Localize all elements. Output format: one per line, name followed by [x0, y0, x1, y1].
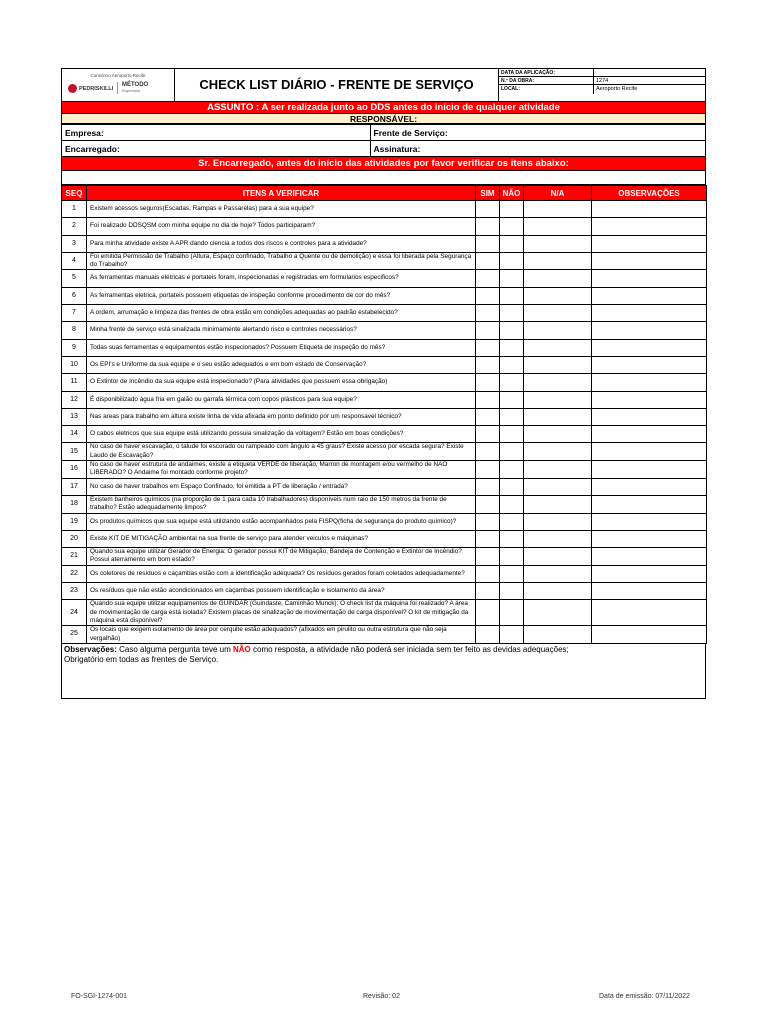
row-seq: 11: [62, 374, 87, 391]
table-row: [62, 626, 707, 644]
row-na-cell[interactable]: [524, 626, 592, 644]
assunto-banner: ASSUNTO : A ser realizada junto ao DDS antes do início de qualquer atividade: [61, 102, 706, 114]
row-nao-cell[interactable]: [500, 356, 524, 373]
row-sim-cell[interactable]: [476, 513, 500, 530]
row-seq: 21: [62, 548, 87, 566]
frente-field[interactable]: Frente de Serviço:: [370, 125, 705, 141]
row-sim-cell[interactable]: [476, 270, 500, 287]
table-row: [62, 583, 707, 600]
row-obs-cell[interactable]: [592, 461, 707, 479]
row-obs-cell[interactable]: [592, 426, 707, 443]
row-seq: 8: [62, 322, 87, 339]
row-sim-cell[interactable]: [476, 235, 500, 252]
row-item-text: Foi realizado DDSQSM com minha equipe no dia de hoje? Todos participaram?: [87, 218, 476, 235]
row-nao-cell[interactable]: [500, 408, 524, 425]
row-seq: 13: [62, 408, 87, 425]
row-nao-cell[interactable]: [500, 287, 524, 304]
row-obs-cell[interactable]: [592, 548, 707, 566]
row-sim-cell[interactable]: [476, 478, 500, 495]
col-nao: NÃO: [500, 186, 524, 201]
row-na-cell[interactable]: [524, 565, 592, 582]
row-na-cell[interactable]: [524, 235, 592, 252]
row-na-cell[interactable]: [524, 339, 592, 356]
row-nao-cell[interactable]: [500, 305, 524, 322]
row-obs-cell[interactable]: [592, 201, 707, 218]
row-sim-cell[interactable]: [476, 252, 500, 270]
row-na-cell[interactable]: [524, 408, 592, 425]
col-sim: SIM: [476, 186, 500, 201]
row-sim-cell[interactable]: [476, 583, 500, 600]
row-seq: 4: [62, 252, 87, 270]
row-na-cell[interactable]: [524, 583, 592, 600]
row-item-text: Foi emitida Permissão de Trabalho (Altura, Espaço confinado, Trabalho a Quente ou de demolição) e essa foi liberada pela Segurança do Trabalho?: [87, 252, 476, 270]
row-nao-cell[interactable]: [500, 218, 524, 235]
row-obs-cell[interactable]: [592, 443, 707, 461]
col-obs: OBSERVAÇÕES: [592, 186, 707, 201]
table-row: [62, 426, 707, 443]
table-row: [62, 218, 707, 235]
row-nao-cell[interactable]: [500, 374, 524, 391]
row-sim-cell[interactable]: [476, 443, 500, 461]
table-row: [62, 287, 707, 304]
row-item-text: No caso de haver estrutura de andaimes, existe a etiqueta VERDE de liberação, Marron de montagem e/ou vermelho de NÃO LIBERADO? O Andaime foi montado conforme projeto?: [87, 461, 476, 479]
meta-value-obra[interactable]: 1274: [593, 77, 706, 84]
row-obs-cell[interactable]: [592, 356, 707, 373]
row-seq: 18: [62, 495, 87, 513]
row-seq: 17: [62, 478, 87, 495]
row-na-cell[interactable]: [524, 513, 592, 530]
table-row: [62, 530, 707, 547]
observacoes-text-after: como resposta, a atividade não poderá ser iniciada sem ter feito as devidas adequações;: [250, 644, 569, 654]
row-obs-cell[interactable]: [592, 374, 707, 391]
table-row: [62, 495, 707, 513]
row-na-cell[interactable]: [524, 600, 592, 626]
row-nao-cell[interactable]: [500, 391, 524, 408]
row-na-cell[interactable]: [524, 548, 592, 566]
logo-divider: [117, 82, 118, 94]
row-nao-cell[interactable]: [500, 548, 524, 566]
row-item-text: No caso de haver escavação, o talude foi escorado ou rampeado com ângulo a 45 graus? Existe acesso por escada segura? Existe Laudo de Escavação?: [87, 443, 476, 461]
row-obs-cell[interactable]: [592, 626, 707, 644]
row-item-text: As ferramentas manuais elétricas e portateis foram, inspecionadas e registradas em formularios especificos?: [87, 270, 476, 287]
row-sim-cell[interactable]: [476, 322, 500, 339]
row-sim-cell[interactable]: [476, 600, 500, 626]
row-nao-cell[interactable]: [500, 426, 524, 443]
responsavel-banner: RESPONSÁVEL:: [61, 114, 706, 124]
table-row: [62, 374, 707, 391]
row-obs-cell[interactable]: [592, 565, 707, 582]
table-row: [62, 548, 707, 566]
row-nao-cell[interactable]: [500, 478, 524, 495]
row-item-text: Nas areas para trabalho em altura existe linha de vida afixada em ponto definido por um responsavel técnico?: [87, 408, 476, 425]
assinatura-field[interactable]: Assinatura:: [370, 141, 705, 157]
empresa-field[interactable]: Empresa:: [62, 125, 371, 141]
row-seq: 12: [62, 391, 87, 408]
row-seq: 6: [62, 287, 87, 304]
row-item-text: O cabos eletricos que sua equipe está utilizando possuia sinalização da voltagem? Estão em boas condições?: [87, 426, 476, 443]
row-item-text: É disponibilizado água fria em galão ou garrafa térmica com copos plásticos para sua equipe?: [87, 391, 476, 408]
info-fields: [61, 124, 706, 157]
row-nao-cell[interactable]: [500, 235, 524, 252]
row-seq: 10: [62, 356, 87, 373]
checklist-sheet: [61, 68, 706, 699]
row-seq: 2: [62, 218, 87, 235]
row-item-text: Quando sua equipe utilizar equipamentos de GUINDAR (Guindaste, Caminhão Munck): O check list da máquina foi realizado? A área de movimentação de carga está isolada? Existem placas de sinalização de movimentação de carga disponível? O kit de mitigação da máquina está disponível?: [87, 600, 476, 626]
row-na-cell[interactable]: [524, 322, 592, 339]
encarregado-field[interactable]: Encarregado:: [62, 141, 371, 157]
row-item-text: Para minha atividade existe A APR dando ciencia a todos dos riscos e controles para a atividade?: [87, 235, 476, 252]
document-title: CHECK LIST DIÁRIO - FRENTE DE SERVIÇO: [199, 77, 474, 92]
row-seq: 9: [62, 339, 87, 356]
row-obs-cell[interactable]: [592, 235, 707, 252]
row-seq: 22: [62, 565, 87, 582]
col-item: ITENS A VERIFICAR: [87, 186, 476, 201]
meta-row-local: [499, 85, 706, 94]
row-na-cell[interactable]: [524, 426, 592, 443]
row-na-cell[interactable]: [524, 443, 592, 461]
table-row: [62, 252, 707, 270]
table-row: [62, 235, 707, 252]
row-seq: 3: [62, 235, 87, 252]
row-seq: 1: [62, 201, 87, 218]
row-na-cell[interactable]: [524, 252, 592, 270]
row-sim-cell[interactable]: [476, 408, 500, 425]
row-nao-cell[interactable]: [500, 201, 524, 218]
row-item-text: Minha frente de serviço está sinalizada minimamente alertando risco e controles necessários?: [87, 322, 476, 339]
row-nao-cell[interactable]: [500, 513, 524, 530]
meta-label: LOCAL:: [501, 86, 520, 92]
row-item-text: A ordem, arrumação e limpeza das frentes de obra estão em condições adequadas ao padrão estabelecido?: [87, 305, 476, 322]
table-row: [62, 305, 707, 322]
table-row: [62, 600, 707, 626]
table-row: [62, 478, 707, 495]
row-item-text: Os resíduos que não estão acondicionados em caçambas possuem identificação e isolamento da área?: [87, 583, 476, 600]
row-na-cell[interactable]: [524, 201, 592, 218]
spacer-row: [61, 171, 706, 185]
table-row: [62, 339, 707, 356]
row-item-text: As ferramentas eletrica, portateis possuem etiquetas de inspeção conforme procedimento de cor do mês?: [87, 287, 476, 304]
row-item-text: Todas suas ferramentas e equipamentos estão inspecionados? Possuem Etiqueta de inspeção do mês?: [87, 339, 476, 356]
table-header: [62, 186, 707, 201]
row-na-cell[interactable]: [524, 530, 592, 547]
row-nao-cell[interactable]: [500, 252, 524, 270]
row-nao-cell[interactable]: [500, 626, 524, 644]
row-sim-cell[interactable]: [476, 287, 500, 304]
row-na-cell[interactable]: [524, 391, 592, 408]
row-na-cell[interactable]: [524, 287, 592, 304]
observacoes-line2: Obrigatório em todas as frentes de Serviço.: [64, 654, 219, 664]
row-item-text: Os coletores de resíduos e caçambas estão com a identificação adequada? Os resíduos gerados foram coletados adequadamente?: [87, 565, 476, 582]
row-nao-cell[interactable]: [500, 530, 524, 547]
row-obs-cell[interactable]: [592, 583, 707, 600]
row-sim-cell[interactable]: [476, 339, 500, 356]
row-sim-cell[interactable]: [476, 201, 500, 218]
row-item-text: Os locais que exigem isolamento de área por cerquite estão adequados? (afixados em pirulito ou outra estrutura que não seja vergalhão): [87, 626, 476, 644]
row-obs-cell[interactable]: [592, 218, 707, 235]
row-na-cell[interactable]: [524, 478, 592, 495]
table-row: [62, 443, 707, 461]
row-obs-cell[interactable]: [592, 305, 707, 322]
row-seq: 16: [62, 461, 87, 479]
row-nao-cell[interactable]: [500, 270, 524, 287]
metodo-logo: [122, 82, 148, 94]
meta-row-obra: [499, 77, 706, 85]
row-obs-cell[interactable]: [592, 322, 707, 339]
metodo-sublabel: Engenharia: [122, 89, 140, 93]
row-seq: 15: [62, 443, 87, 461]
row-nao-cell[interactable]: [500, 583, 524, 600]
row-item-text: Existe KIT DE MITIGAÇÃO ambiental na sua frente de serviço para atender veiculos e máquinas?: [87, 530, 476, 547]
footer-code: FO-SGI-1274-001: [71, 993, 128, 1000]
meta-label: DATA DA APLICAÇÃO:: [501, 70, 555, 76]
observacoes-label: Observações:: [64, 644, 117, 654]
row-seq: 24: [62, 600, 87, 626]
row-sim-cell[interactable]: [476, 530, 500, 547]
row-obs-cell[interactable]: [592, 530, 707, 547]
table-row: [62, 391, 707, 408]
row-sim-cell[interactable]: [476, 461, 500, 479]
row-seq: 25: [62, 626, 87, 644]
row-item-text: No caso de haver trabalhos em Espaço Confinado, foi emitida a PT de liberação / entrada?: [87, 478, 476, 495]
row-sim-cell[interactable]: [476, 565, 500, 582]
company-logo: [62, 69, 175, 101]
row-obs-cell[interactable]: [592, 600, 707, 626]
row-sim-cell[interactable]: [476, 391, 500, 408]
row-item-text: Existem banheiros químicos (na proporção de 1 para cada 10 trabalhadores) disponíveis num raio de 150 metros da frente de trabalho? Estão adequadamente limpos?: [87, 495, 476, 513]
row-obs-cell[interactable]: [592, 408, 707, 425]
row-na-cell[interactable]: [524, 495, 592, 513]
row-seq: 5: [62, 270, 87, 287]
row-seq: 7: [62, 305, 87, 322]
metodo-label: MÉTODO: [122, 82, 149, 88]
row-seq: 23: [62, 583, 87, 600]
table-row: [62, 201, 707, 218]
row-sim-cell[interactable]: [476, 426, 500, 443]
row-sim-cell[interactable]: [476, 374, 500, 391]
meta-label: N.º DA OBRA:: [501, 78, 535, 84]
row-obs-cell[interactable]: [592, 339, 707, 356]
row-obs-cell[interactable]: [592, 495, 707, 513]
row-nao-cell[interactable]: [500, 443, 524, 461]
observacoes-highlight: NÃO: [233, 644, 251, 654]
document-header: [61, 68, 706, 102]
row-nao-cell[interactable]: [500, 339, 524, 356]
row-nao-cell[interactable]: [500, 322, 524, 339]
meta-row-data: [499, 69, 706, 77]
col-na: N/A: [524, 186, 592, 201]
row-item-text: Os produtos químicos que sua equipe está utilizando estão acompanhados pela FISPQ(ficha de segurança do produto químico)?: [87, 513, 476, 530]
row-nao-cell[interactable]: [500, 565, 524, 582]
row-na-cell[interactable]: [524, 218, 592, 235]
checklist-table: [61, 185, 707, 644]
row-nao-cell[interactable]: [500, 600, 524, 626]
row-sim-cell[interactable]: [476, 548, 500, 566]
table-row: [62, 513, 707, 530]
row-na-cell[interactable]: [524, 305, 592, 322]
footer-emissao: Data de emissão: 07/11/2022: [599, 993, 690, 1000]
row-na-cell[interactable]: [524, 270, 592, 287]
row-sim-cell[interactable]: [476, 356, 500, 373]
table-row: [62, 270, 707, 287]
row-seq: 14: [62, 426, 87, 443]
logo-caption: Consórcio Aeroporto Recife: [90, 73, 146, 78]
row-sim-cell[interactable]: [476, 218, 500, 235]
row-na-cell[interactable]: [524, 461, 592, 479]
row-sim-cell[interactable]: [476, 626, 500, 644]
row-na-cell[interactable]: [524, 374, 592, 391]
row-item-text: Quando sua equipe utilizar Gerador de Energia: O gerador possui KIT de Mitigação, Bandeja de Contenção e Extintor de Incêndio? Possui aterramento em bom estado?: [87, 548, 476, 566]
row-sim-cell[interactable]: [476, 305, 500, 322]
row-na-cell[interactable]: [524, 356, 592, 373]
row-nao-cell[interactable]: [500, 495, 524, 513]
pedriskilli-logo: [68, 84, 113, 93]
row-nao-cell[interactable]: [500, 461, 524, 479]
table-row: [62, 565, 707, 582]
table-row: [62, 461, 707, 479]
table-row: [62, 356, 707, 373]
row-obs-cell[interactable]: [592, 391, 707, 408]
row-seq: 20: [62, 530, 87, 547]
pedriskilli-label: PEDRISKILLI: [79, 85, 114, 92]
row-obs-cell[interactable]: [592, 513, 707, 530]
row-item-text: Existem acessos seguros(Escadas, Rampas e Passarelas) para a sua equipe?: [87, 201, 476, 218]
row-seq: 19: [62, 513, 87, 530]
row-obs-cell[interactable]: [592, 478, 707, 495]
observacoes-text: Caso alguma pergunta teve um: [116, 644, 233, 654]
row-sim-cell[interactable]: [476, 495, 500, 513]
row-obs-cell[interactable]: [592, 252, 707, 270]
row-item-text: O Extintor de Incêndio da sua equipe está inspecionado? (Para atividades que possuem essa obrigação): [87, 374, 476, 391]
row-obs-cell[interactable]: [592, 287, 707, 304]
footer-revisao: Revisão: 02: [363, 993, 400, 1000]
observacoes-box: [61, 644, 706, 699]
pedriskilli-icon: [68, 84, 77, 93]
table-row: [62, 322, 707, 339]
table-row: [62, 408, 707, 425]
instruction-banner: Sr. Encarregado, antes do início das atividades por favor verificar os itens abaixo:: [61, 157, 706, 171]
row-obs-cell[interactable]: [592, 270, 707, 287]
col-seq: SEQ: [62, 186, 87, 201]
row-item-text: Os EPI's e Uniforme da sua equipe e o seu estão adequados e em bom estado de Conservação?: [87, 356, 476, 373]
meta-value-local[interactable]: Aeroporto Recife: [593, 85, 706, 94]
meta-value-date[interactable]: [593, 69, 706, 76]
header-meta: [498, 69, 706, 101]
